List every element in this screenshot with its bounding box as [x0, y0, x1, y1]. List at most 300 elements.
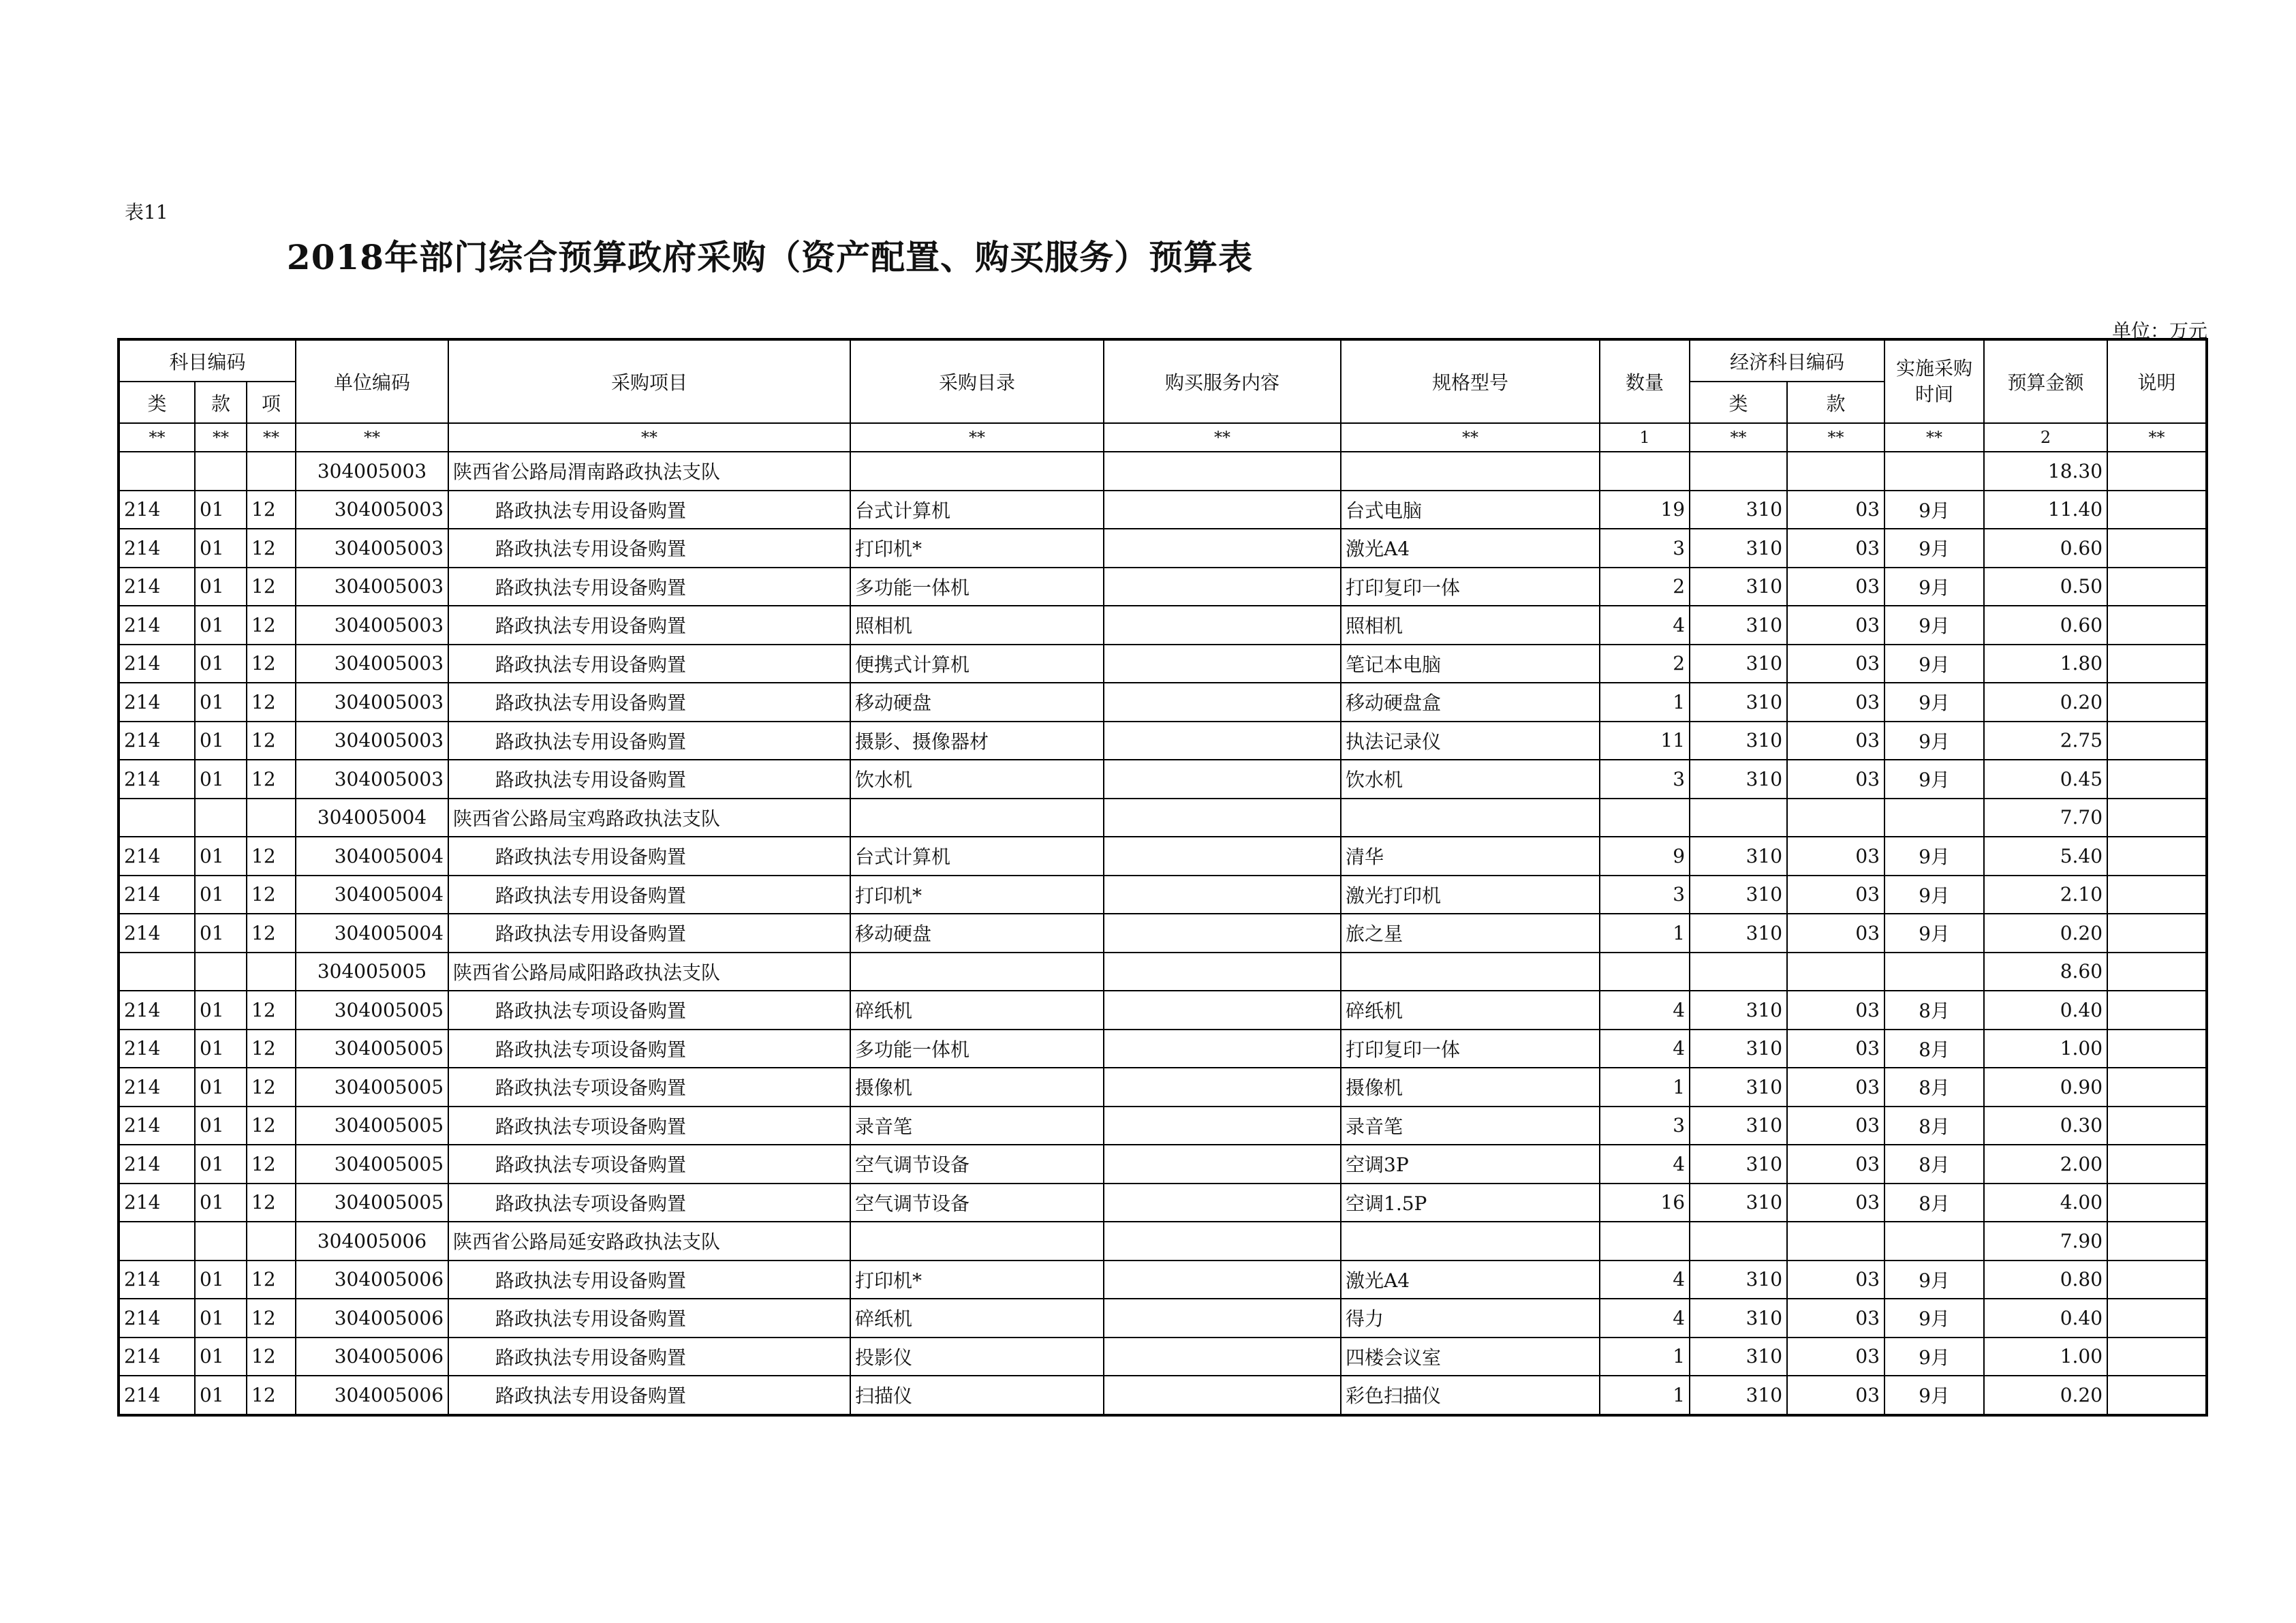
qty-cell: 4 [1600, 1030, 1690, 1068]
unit-code-cell: 304005006 [296, 1338, 448, 1376]
amount-cell: 7.70 [1984, 799, 2107, 837]
spec-cell [1341, 799, 1600, 837]
header-spec: 规格型号 [1341, 339, 1600, 423]
kuan-cell: 01 [195, 1261, 247, 1299]
kuan-cell: 01 [195, 568, 247, 606]
note-cell [2107, 1261, 2207, 1299]
amount-cell: 4.00 [1984, 1184, 2107, 1222]
qty-cell: 2 [1600, 645, 1690, 683]
amount-cell: 0.60 [1984, 529, 2107, 568]
note-cell [2107, 953, 2207, 991]
econ-kuan-cell: 03 [1787, 1184, 1884, 1222]
econ-lei-cell: 310 [1690, 1261, 1787, 1299]
amount-cell: 11.40 [1984, 491, 2107, 529]
table-row [119, 837, 2207, 876]
project-cell: 路政执法专用设备购置 [448, 529, 850, 568]
spec-cell: 清华 [1341, 837, 1600, 876]
xiang-cell: 12 [247, 1338, 296, 1376]
table-row [119, 1068, 2207, 1107]
kuan-cell: 01 [195, 645, 247, 683]
time-cell [1884, 953, 1984, 991]
time-cell: 9月 [1884, 491, 1984, 529]
amount-cell: 2.00 [1984, 1145, 2107, 1184]
econ-kuan-cell: 03 [1787, 876, 1884, 914]
econ-lei-cell: 310 [1690, 760, 1787, 799]
unit-code-cell: 304005003 [296, 452, 448, 491]
spec-cell: 四楼会议室 [1341, 1338, 1600, 1376]
econ-lei-cell: 310 [1690, 568, 1787, 606]
marker-cell: ** [1104, 423, 1341, 452]
table-body [119, 452, 2207, 1415]
note-cell [2107, 529, 2207, 568]
econ-kuan-cell: 03 [1787, 1338, 1884, 1376]
catalog-cell [850, 452, 1104, 491]
catalog-cell: 台式计算机 [850, 837, 1104, 876]
lei-cell: 214 [119, 722, 195, 760]
time-cell: 9月 [1884, 760, 1984, 799]
note-cell [2107, 1376, 2207, 1415]
header-kuan: 款 [195, 382, 247, 423]
kuan-cell: 01 [195, 1030, 247, 1068]
header-catalog: 采购目录 [850, 339, 1104, 423]
note-cell [2107, 991, 2207, 1030]
catalog-cell: 多功能一体机 [850, 1030, 1104, 1068]
kuan-cell: 01 [195, 1107, 247, 1145]
lei-cell: 214 [119, 529, 195, 568]
unit-code-cell: 304005006 [296, 1222, 448, 1261]
econ-kuan-cell [1787, 799, 1884, 837]
unit-code-cell: 304005003 [296, 491, 448, 529]
time-cell: 8月 [1884, 1145, 1984, 1184]
qty-cell: 9 [1600, 837, 1690, 876]
time-cell [1884, 1222, 1984, 1261]
table-row [119, 491, 2207, 529]
title-text: 2018年部门综合预算政府采购（资产配置、购买服务）预算表 [286, 237, 1254, 277]
econ-lei-cell: 310 [1690, 1376, 1787, 1415]
kuan-cell [195, 452, 247, 491]
amount-cell: 5.40 [1984, 837, 2107, 876]
xiang-cell: 12 [247, 760, 296, 799]
econ-kuan-cell: 03 [1787, 1299, 1884, 1338]
qty-cell: 19 [1600, 491, 1690, 529]
econ-kuan-cell: 03 [1787, 529, 1884, 568]
xiang-cell: 12 [247, 568, 296, 606]
time-cell: 8月 [1884, 1107, 1984, 1145]
service-cell [1104, 491, 1341, 529]
lei-cell: 214 [119, 876, 195, 914]
lei-cell: 214 [119, 1107, 195, 1145]
xiang-cell [247, 1222, 296, 1261]
time-cell: 9月 [1884, 683, 1984, 722]
spec-cell: 执法记录仪 [1341, 722, 1600, 760]
marker-cell: ** [2107, 423, 2207, 452]
note-cell [2107, 914, 2207, 953]
lei-cell: 214 [119, 568, 195, 606]
marker-cell: ** [119, 423, 195, 452]
qty-cell: 1 [1600, 1376, 1690, 1415]
note-cell [2107, 491, 2207, 529]
econ-lei-cell: 310 [1690, 837, 1787, 876]
catalog-cell: 便携式计算机 [850, 645, 1104, 683]
marker-cell: ** [247, 423, 296, 452]
project-cell: 路政执法专项设备购置 [448, 1145, 850, 1184]
project-cell: 路政执法专用设备购置 [448, 683, 850, 722]
amount-cell: 0.30 [1984, 1107, 2107, 1145]
catalog-cell: 摄像机 [850, 1068, 1104, 1107]
project-cell: 路政执法专用设备购置 [448, 722, 850, 760]
time-cell: 9月 [1884, 876, 1984, 914]
service-cell [1104, 1107, 1341, 1145]
unit-code-cell: 304005004 [296, 914, 448, 953]
econ-lei-cell: 310 [1690, 1299, 1787, 1338]
qty-cell: 1 [1600, 683, 1690, 722]
spec-cell: 录音笔 [1341, 1107, 1600, 1145]
note-cell [2107, 568, 2207, 606]
note-cell [2107, 1222, 2207, 1261]
xiang-cell: 12 [247, 645, 296, 683]
group-row [119, 953, 2207, 991]
kuan-cell: 01 [195, 683, 247, 722]
econ-lei-cell: 310 [1690, 1107, 1787, 1145]
econ-lei-cell: 310 [1690, 991, 1787, 1030]
group-row [119, 799, 2207, 837]
lei-cell: 214 [119, 760, 195, 799]
xiang-cell: 12 [247, 914, 296, 953]
unit-code-cell: 304005006 [296, 1299, 448, 1338]
lei-cell: 214 [119, 1184, 195, 1222]
spec-cell: 移动硬盘盒 [1341, 683, 1600, 722]
header-row-1 [119, 339, 2207, 382]
catalog-cell [850, 799, 1104, 837]
catalog-cell [850, 953, 1104, 991]
marker-cell: ** [1341, 423, 1600, 452]
unit-code-cell: 304005005 [296, 991, 448, 1030]
xiang-cell: 12 [247, 1376, 296, 1415]
catalog-cell: 打印机* [850, 876, 1104, 914]
header-note: 说明 [2107, 339, 2207, 423]
amount-cell: 0.80 [1984, 1261, 2107, 1299]
unit-code-cell: 304005005 [296, 953, 448, 991]
lei-cell: 214 [119, 1145, 195, 1184]
spec-cell: 空调3P [1341, 1145, 1600, 1184]
service-cell [1104, 452, 1341, 491]
econ-lei-cell [1690, 799, 1787, 837]
catalog-cell: 碎纸机 [850, 1299, 1104, 1338]
page-title [0, 230, 2296, 279]
lei-cell: 214 [119, 606, 195, 645]
spec-cell: 激光A4 [1341, 529, 1600, 568]
service-cell [1104, 991, 1341, 1030]
group-row [119, 452, 2207, 491]
table-row [119, 991, 2207, 1030]
service-cell [1104, 837, 1341, 876]
amount-cell: 8.60 [1984, 953, 2107, 991]
table-row [119, 568, 2207, 606]
table-row [119, 876, 2207, 914]
qty-cell [1600, 953, 1690, 991]
qty-cell: 1 [1600, 914, 1690, 953]
qty-cell: 4 [1600, 1145, 1690, 1184]
xiang-cell: 12 [247, 1030, 296, 1068]
econ-kuan-cell: 03 [1787, 645, 1884, 683]
econ-kuan-cell: 03 [1787, 991, 1884, 1030]
marker-cell: 1 [1600, 423, 1690, 452]
unit-code-cell: 304005005 [296, 1068, 448, 1107]
econ-lei-cell: 310 [1690, 914, 1787, 953]
kuan-cell: 01 [195, 606, 247, 645]
qty-cell [1600, 452, 1690, 491]
unit-code-cell: 304005003 [296, 722, 448, 760]
lei-cell: 214 [119, 1338, 195, 1376]
amount-cell: 0.20 [1984, 1376, 2107, 1415]
project-cell: 路政执法专用设备购置 [448, 760, 850, 799]
econ-lei-cell: 310 [1690, 1068, 1787, 1107]
table-row [119, 1338, 2207, 1376]
amount-cell: 2.75 [1984, 722, 2107, 760]
service-cell [1104, 1145, 1341, 1184]
table-row [119, 645, 2207, 683]
budget-table [117, 338, 2208, 1417]
unit-name-cell: 陕西省公路局延安路政执法支队 [448, 1222, 850, 1261]
project-cell: 路政执法专项设备购置 [448, 1030, 850, 1068]
note-cell [2107, 1068, 2207, 1107]
kuan-cell: 01 [195, 1299, 247, 1338]
group-row [119, 1222, 2207, 1261]
catalog-cell: 打印机* [850, 529, 1104, 568]
econ-lei-cell: 310 [1690, 1145, 1787, 1184]
project-cell: 路政执法专用设备购置 [448, 914, 850, 953]
econ-kuan-cell: 03 [1787, 568, 1884, 606]
time-cell: 9月 [1884, 645, 1984, 683]
time-cell: 8月 [1884, 1068, 1984, 1107]
lei-cell: 214 [119, 645, 195, 683]
catalog-cell: 照相机 [850, 606, 1104, 645]
time-cell [1884, 799, 1984, 837]
note-cell [2107, 1184, 2207, 1222]
kuan-cell: 01 [195, 1145, 247, 1184]
marker-cell: ** [1787, 423, 1884, 452]
header-unit-code: 单位编码 [296, 339, 448, 423]
spec-cell: 饮水机 [1341, 760, 1600, 799]
econ-lei-cell: 310 [1690, 876, 1787, 914]
project-cell: 路政执法专用设备购置 [448, 491, 850, 529]
qty-cell: 4 [1600, 1261, 1690, 1299]
table-row [119, 1030, 2207, 1068]
unit-name-cell: 陕西省公路局宝鸡路政执法支队 [448, 799, 850, 837]
econ-lei-cell [1690, 452, 1787, 491]
econ-kuan-cell: 03 [1787, 1068, 1884, 1107]
spec-cell: 打印复印一体 [1341, 568, 1600, 606]
marker-cell: ** [1690, 423, 1787, 452]
service-cell [1104, 799, 1341, 837]
kuan-cell: 01 [195, 491, 247, 529]
marker-cell: ** [448, 423, 850, 452]
xiang-cell: 12 [247, 491, 296, 529]
unit-code-cell: 304005003 [296, 606, 448, 645]
note-cell [2107, 799, 2207, 837]
kuan-cell: 01 [195, 529, 247, 568]
note-cell [2107, 452, 2207, 491]
catalog-cell: 多功能一体机 [850, 568, 1104, 606]
qty-cell: 16 [1600, 1184, 1690, 1222]
table-row [119, 914, 2207, 953]
qty-cell: 3 [1600, 876, 1690, 914]
marker-cell: ** [195, 423, 247, 452]
service-cell [1104, 645, 1341, 683]
catalog-cell: 台式计算机 [850, 491, 1104, 529]
econ-kuan-cell: 03 [1787, 1261, 1884, 1299]
service-cell [1104, 1261, 1341, 1299]
econ-lei-cell: 310 [1690, 491, 1787, 529]
catalog-cell: 空气调节设备 [850, 1184, 1104, 1222]
qty-cell: 2 [1600, 568, 1690, 606]
time-cell: 9月 [1884, 606, 1984, 645]
note-cell [2107, 606, 2207, 645]
unit-code-cell: 304005004 [296, 876, 448, 914]
service-cell [1104, 1068, 1341, 1107]
project-cell: 路政执法专用设备购置 [448, 1376, 850, 1415]
header-econ-lei: 类 [1690, 382, 1787, 423]
header-project: 采购项目 [448, 339, 850, 423]
kuan-cell: 01 [195, 722, 247, 760]
kuan-cell: 01 [195, 837, 247, 876]
catalog-cell: 移动硬盘 [850, 683, 1104, 722]
header-econ-kuan: 款 [1787, 382, 1884, 423]
kuan-cell: 01 [195, 1376, 247, 1415]
spec-cell [1341, 452, 1600, 491]
kuan-cell: 01 [195, 991, 247, 1030]
econ-lei-cell [1690, 1222, 1787, 1261]
econ-kuan-cell: 03 [1787, 1145, 1884, 1184]
econ-lei-cell: 310 [1690, 606, 1787, 645]
time-cell: 9月 [1884, 1299, 1984, 1338]
amount-cell: 0.40 [1984, 1299, 2107, 1338]
econ-kuan-cell [1787, 452, 1884, 491]
unit-code-cell: 304005005 [296, 1184, 448, 1222]
project-cell: 路政执法专项设备购置 [448, 1068, 850, 1107]
spec-cell: 打印复印一体 [1341, 1030, 1600, 1068]
lei-cell: 214 [119, 991, 195, 1030]
kuan-cell: 01 [195, 1068, 247, 1107]
spec-cell: 激光A4 [1341, 1261, 1600, 1299]
time-cell: 9月 [1884, 914, 1984, 953]
spec-cell [1341, 1222, 1600, 1261]
time-cell: 9月 [1884, 529, 1984, 568]
econ-lei-cell: 310 [1690, 683, 1787, 722]
time-cell: 8月 [1884, 1030, 1984, 1068]
header-amount: 预算金额 [1984, 339, 2107, 423]
kuan-cell: 01 [195, 760, 247, 799]
service-cell [1104, 1338, 1341, 1376]
time-cell: 8月 [1884, 991, 1984, 1030]
unit-code-cell: 304005003 [296, 683, 448, 722]
time-cell: 9月 [1884, 1261, 1984, 1299]
econ-kuan-cell: 03 [1787, 1030, 1884, 1068]
xiang-cell: 12 [247, 606, 296, 645]
header-service: 购买服务内容 [1104, 339, 1341, 423]
qty-cell: 1 [1600, 1338, 1690, 1376]
econ-kuan-cell: 03 [1787, 760, 1884, 799]
table-row [119, 683, 2207, 722]
lei-cell: 214 [119, 837, 195, 876]
spec-cell: 笔记本电脑 [1341, 645, 1600, 683]
catalog-cell: 碎纸机 [850, 991, 1104, 1030]
lei-cell [119, 799, 195, 837]
amount-cell: 0.20 [1984, 914, 2107, 953]
qty-cell [1600, 1222, 1690, 1261]
unit-code-cell: 304005003 [296, 645, 448, 683]
service-cell [1104, 683, 1341, 722]
kuan-cell: 01 [195, 876, 247, 914]
catalog-cell: 投影仪 [850, 1338, 1104, 1376]
unit-code-cell: 304005003 [296, 529, 448, 568]
table-row [119, 1145, 2207, 1184]
marker-row [119, 423, 2207, 452]
kuan-cell: 01 [195, 914, 247, 953]
unit-code-cell: 304005006 [296, 1261, 448, 1299]
xiang-cell: 12 [247, 1145, 296, 1184]
lei-cell [119, 1222, 195, 1261]
econ-kuan-cell: 03 [1787, 606, 1884, 645]
spec-cell: 碎纸机 [1341, 991, 1600, 1030]
unit-name-cell: 陕西省公路局渭南路政执法支队 [448, 452, 850, 491]
marker-cell: ** [1884, 423, 1984, 452]
service-cell [1104, 606, 1341, 645]
project-cell: 路政执法专项设备购置 [448, 1107, 850, 1145]
note-cell [2107, 645, 2207, 683]
lei-cell: 214 [119, 1068, 195, 1107]
unit-code-cell: 304005003 [296, 568, 448, 606]
econ-lei-cell: 310 [1690, 1030, 1787, 1068]
lei-cell: 214 [119, 1299, 195, 1338]
project-cell: 路政执法专用设备购置 [448, 876, 850, 914]
xiang-cell: 12 [247, 1261, 296, 1299]
lei-cell: 214 [119, 1376, 195, 1415]
service-cell [1104, 953, 1341, 991]
qty-cell: 3 [1600, 1107, 1690, 1145]
table-row [119, 1261, 2207, 1299]
note-cell [2107, 1299, 2207, 1338]
table-row [119, 1376, 2207, 1415]
qty-cell: 1 [1600, 1068, 1690, 1107]
catalog-cell: 空气调节设备 [850, 1145, 1104, 1184]
amount-cell: 1.00 [1984, 1338, 2107, 1376]
unit-code-cell: 304005005 [296, 1145, 448, 1184]
unit-code-cell: 304005005 [296, 1107, 448, 1145]
amount-cell: 1.00 [1984, 1030, 2107, 1068]
amount-cell: 0.90 [1984, 1068, 2107, 1107]
time-cell: 9月 [1884, 568, 1984, 606]
note-cell [2107, 683, 2207, 722]
catalog-cell: 录音笔 [850, 1107, 1104, 1145]
econ-lei-cell [1690, 953, 1787, 991]
econ-kuan-cell: 03 [1787, 683, 1884, 722]
note-cell [2107, 837, 2207, 876]
econ-lei-cell: 310 [1690, 1338, 1787, 1376]
marker-cell: ** [850, 423, 1104, 452]
project-cell: 路政执法专用设备购置 [448, 606, 850, 645]
econ-kuan-cell [1787, 953, 1884, 991]
spec-cell: 激光打印机 [1341, 876, 1600, 914]
unit-code-cell: 304005004 [296, 799, 448, 837]
project-cell: 路政执法专项设备购置 [448, 1184, 850, 1222]
kuan-cell [195, 1222, 247, 1261]
econ-kuan-cell [1787, 1222, 1884, 1261]
spec-cell: 摄像机 [1341, 1068, 1600, 1107]
unit-label: 单位：万元 [2111, 320, 2207, 342]
note-cell [2107, 876, 2207, 914]
kuan-cell [195, 799, 247, 837]
